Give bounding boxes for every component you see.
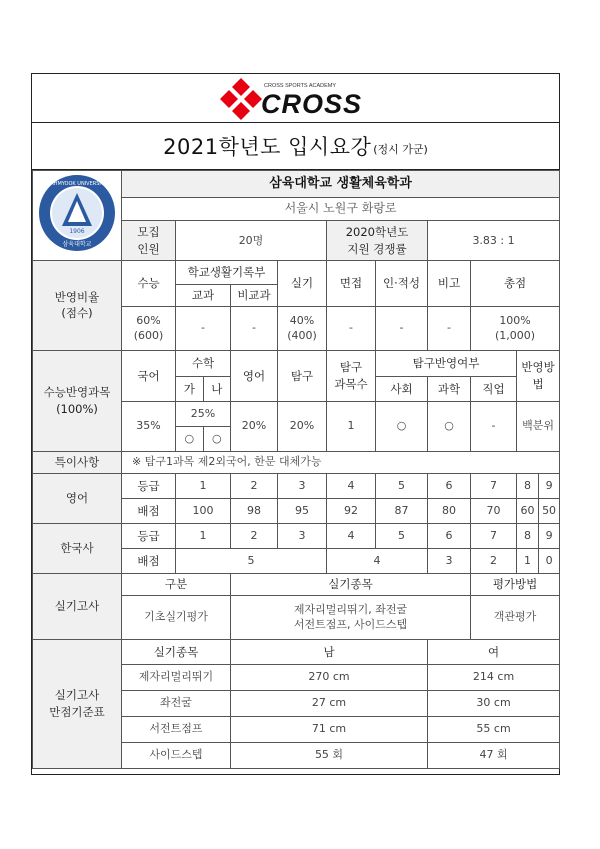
- perfect-male: 55 회: [231, 742, 428, 768]
- subj-header-vocational: 직업: [471, 376, 517, 401]
- perfect-header-female: 여: [428, 639, 560, 664]
- perfect-female: 30 cm: [428, 690, 560, 716]
- perfect-header-event: 실기종목: [122, 639, 231, 664]
- subj-value-method: 백분위: [517, 401, 560, 451]
- quota-value: 20명: [176, 221, 327, 261]
- subj-header-korean: 국어: [122, 350, 176, 401]
- history-score-label: 배점: [122, 548, 176, 573]
- english-grade: 9: [545, 478, 553, 492]
- english-grade: 8: [517, 474, 539, 498]
- svg-text:SAHMYOOK UNIVERSITY: SAHMYOOK UNIVERSITY: [47, 181, 107, 187]
- english-grade: 3: [278, 473, 327, 498]
- history-grade: 9: [545, 528, 553, 542]
- english-score: 50: [542, 503, 557, 517]
- special-label: 특이사항: [33, 451, 122, 473]
- university-seal: [33, 171, 122, 261]
- english-score: 70: [471, 498, 517, 523]
- ratio-value-aptitude: -: [376, 306, 428, 350]
- competition-label: 2020학년도 지원 경쟁률: [327, 221, 428, 261]
- ratio-header-record: 학교생활기록부: [176, 260, 278, 284]
- history-score: 4: [327, 548, 428, 573]
- english-score-label: 배점: [122, 498, 176, 523]
- subj-header-math-ga: 가: [176, 377, 203, 401]
- practical-section-label: 실기고사: [33, 573, 122, 639]
- subj-value-math: 25%: [176, 401, 231, 426]
- history-grade: 3: [278, 523, 327, 548]
- logo-brand: CROSS: [261, 89, 363, 119]
- history-grade: 8: [517, 524, 539, 548]
- english-grade: 6: [428, 473, 471, 498]
- history-grade: 4: [327, 523, 376, 548]
- subj-value-vocational: -: [471, 401, 517, 451]
- ratio-header-non-subject: 비교과: [231, 284, 278, 306]
- ratio-value-non-subject: -: [231, 306, 278, 350]
- ratio-value-subject: -: [176, 306, 231, 350]
- seal-emblem: [34, 171, 120, 255]
- perfect-male: 27 cm: [231, 690, 428, 716]
- practical-header-events: 실기종목: [231, 573, 471, 595]
- history-grade: 7: [471, 523, 517, 548]
- english-score: 87: [376, 498, 428, 523]
- practical-header-method: 평가방법: [471, 573, 560, 595]
- history-grade: 1: [176, 523, 231, 548]
- cross-logo: [32, 74, 559, 123]
- perfect-event: 사이드스텝: [122, 742, 231, 768]
- ratio-section-label: 반영비율 (점수): [33, 260, 122, 350]
- ratio-header-etc: 비고: [428, 260, 471, 306]
- subjects-section-label: 수능반영과목 (100%): [33, 350, 122, 451]
- perfect-female: 47 회: [428, 742, 560, 768]
- subj-header-inquiry-scope: 탐구반영여부: [376, 350, 517, 376]
- ratio-value-etc: -: [428, 306, 471, 350]
- subj-header-english: 영어: [231, 350, 278, 401]
- english-grade-label: 등급: [122, 473, 176, 498]
- ratio-value-suneung: 60% (600): [122, 306, 176, 350]
- practical-type: 기초실기평가: [122, 595, 231, 639]
- subj-header-math-na: 나: [211, 381, 223, 396]
- perfect-male: 71 cm: [231, 716, 428, 742]
- page-subtitle: (정시 가군): [373, 143, 428, 156]
- cross-diamond-icon: [220, 78, 262, 120]
- page-title: 2021학년도 입시요강: [163, 135, 372, 159]
- english-grade: 4: [327, 473, 376, 498]
- perfect-event: 서전트점프: [122, 716, 231, 742]
- school-name: 삼육대학교 생활체육학과: [122, 171, 560, 198]
- history-score: 2: [471, 548, 517, 573]
- quota-label: 모집 인원: [122, 221, 176, 261]
- subj-header-inquiry: 탐구: [278, 350, 327, 401]
- subj-value-inquiry-count: 1: [327, 401, 376, 451]
- ratio-header-practical: 실기: [278, 260, 327, 306]
- history-score: 3: [428, 548, 471, 573]
- perfect-male: 270 cm: [231, 664, 428, 690]
- practical-events-line2: 서전트점프, 사이드스텝: [293, 618, 408, 632]
- practical-events: [231, 595, 471, 639]
- practical-header-type: 구분: [122, 573, 231, 595]
- subj-value-korean: 35%: [122, 401, 176, 451]
- subj-header-science: 과학: [428, 376, 471, 401]
- history-score: 0: [545, 553, 553, 567]
- admission-table: [32, 170, 559, 769]
- history-grade: 5: [376, 523, 428, 548]
- history-grade: 6: [428, 523, 471, 548]
- svg-text:삼육대학교: 삼육대학교: [62, 241, 92, 248]
- english-score: 60: [517, 499, 539, 523]
- history-score: 5: [176, 548, 327, 573]
- ratio-header-subject: 교과: [176, 284, 231, 306]
- ratio-value-practical: 40% (400): [278, 306, 327, 350]
- svg-text:1906: 1906: [69, 228, 85, 235]
- subj-header-inquiry-count: 탐구 과목수: [327, 350, 376, 401]
- english-grade: 2: [231, 473, 278, 498]
- subj-value-inquiry: 20%: [278, 401, 327, 451]
- english-grade: 7: [471, 473, 517, 498]
- perfect-event: 제자리멀리뛰기: [122, 664, 231, 690]
- competition-value: 3.83 : 1: [428, 221, 560, 261]
- logo-tagline: CROSS SPORTS ACADEMY: [264, 83, 337, 89]
- subj-header-social: 사회: [376, 376, 428, 401]
- perfect-event: 좌전굴: [122, 690, 231, 716]
- history-section-label: 한국사: [33, 523, 122, 573]
- ratio-header-total: 총점: [471, 260, 560, 306]
- subj-value-english: 20%: [231, 401, 278, 451]
- history-grade-label: 등급: [122, 523, 176, 548]
- school-address: 서울시 노원구 화랑로: [122, 198, 560, 221]
- english-score: 95: [278, 498, 327, 523]
- perfect-female: 55 cm: [428, 716, 560, 742]
- document-frame: [31, 73, 560, 775]
- english-score: 92: [327, 498, 376, 523]
- english-section-label: 영어: [33, 473, 122, 523]
- subj-header-method: 반영방법: [517, 350, 560, 401]
- ratio-header-suneung: 수능: [122, 260, 176, 306]
- practical-events-line1: 제자리멀리뛰기, 좌전굴: [293, 602, 408, 616]
- perfect-section-label: 실기고사 만점기준표: [33, 639, 122, 768]
- ratio-value-total: 100% (1,000): [471, 306, 560, 350]
- english-score: 80: [428, 498, 471, 523]
- title-bar: [32, 123, 559, 170]
- history-grade: 2: [231, 523, 278, 548]
- ratio-header-aptitude: 인·적성: [376, 260, 428, 306]
- english-score: 98: [231, 498, 278, 523]
- practical-method: 객관평가: [471, 595, 560, 639]
- english-grade: 5: [376, 473, 428, 498]
- english-grade: 1: [176, 473, 231, 498]
- ratio-value-interview: -: [327, 306, 376, 350]
- english-score: 100: [176, 498, 231, 523]
- subj-value-social: ○: [376, 401, 428, 451]
- subj-header-math: 수학: [176, 350, 231, 376]
- subj-value-math-ga: ○: [176, 427, 203, 451]
- logo-header: [32, 74, 559, 123]
- perfect-header-male: 남: [231, 639, 428, 664]
- ratio-header-interview: 면접: [327, 260, 376, 306]
- special-text: ※ 탐구1과목 제2외국어, 한문 대체가능: [122, 451, 560, 473]
- perfect-female: 214 cm: [428, 664, 560, 690]
- subj-value-math-na: ○: [211, 431, 222, 445]
- history-score: 1: [517, 549, 539, 573]
- subj-value-science: ○: [428, 401, 471, 451]
